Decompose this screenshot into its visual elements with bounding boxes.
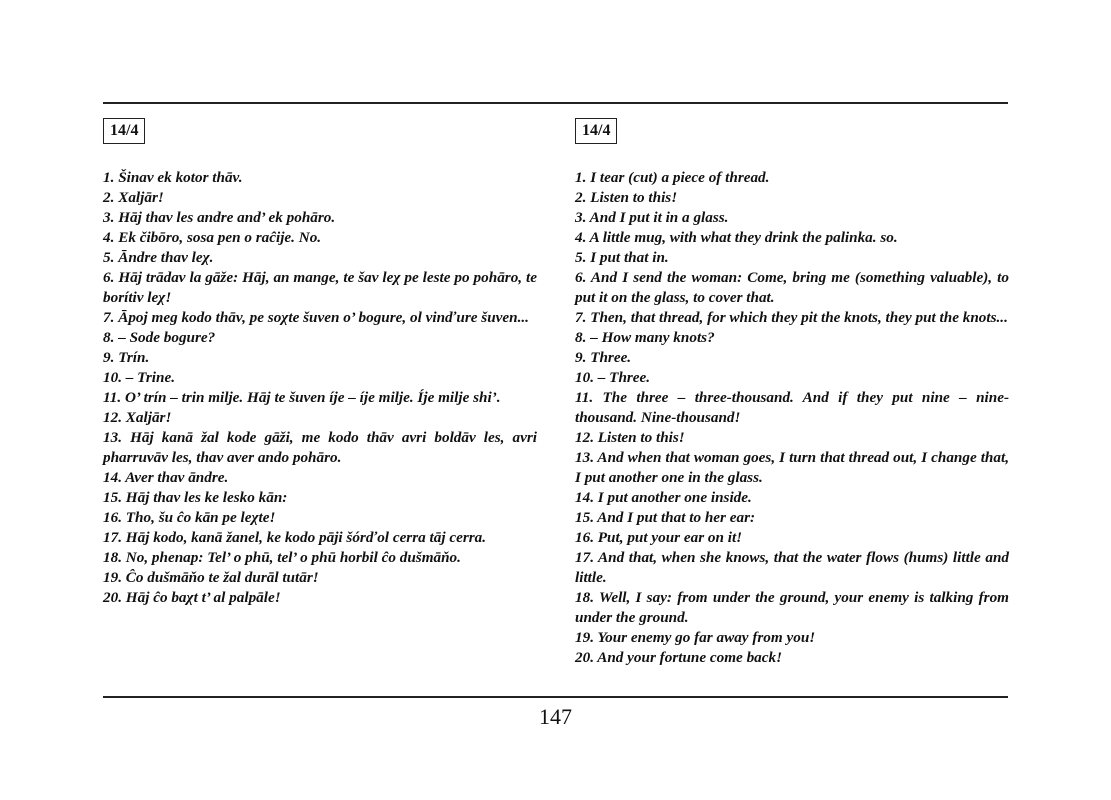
text-line: 16. Tho, šu ĉo kān pe leχte! (103, 509, 276, 526)
text-line: 9. Trín. (103, 349, 150, 366)
english-lines (575, 168, 1009, 668)
text-line: 6. And I send the woman: Come, bring me (something valuable), to put it on the glass, to cover that. (575, 269, 1009, 306)
text-line: 20. And your fortune come back! (575, 649, 783, 666)
text-line: 16. Put, put your ear on it! (575, 529, 743, 546)
page-number: 147 (539, 704, 572, 729)
text-line: 15. And I put that to her ear: (575, 509, 756, 526)
text-line: 10. – Three. (575, 369, 651, 386)
text-line: 15. Hāj thav les ke lesko kān: (103, 489, 288, 506)
text-line: 19. Your enemy go far away from you! (575, 629, 816, 646)
text-line: 11. O’ trín – trin milje. Hāj te šuven íje – íje milje. Íje milje shi’. (103, 389, 501, 406)
text-line: 17. And that, when she knows, that the water flows (hums) little and little. (575, 549, 1009, 586)
text-line: 20. Hāj ĉo baχt t’ al palpāle! (103, 589, 281, 606)
text-line: 3. Hāj thav les andre and’ ek pohāro. (103, 209, 336, 226)
romani-lines (103, 168, 537, 608)
text-line: 7. Āpoj meg kodo thāv, pe soχte šuven o’ bogure, ol vinďure šuven... (103, 309, 529, 326)
text-line: 8. – How many knots? (575, 329, 715, 346)
text-line: 18. No, phenap: Tel’ o phū, tel’ o phū horbil ĉo dušmāňo. (103, 549, 461, 566)
text-line: 5. I put that in. (575, 249, 669, 266)
text-line: 1. I tear (cut) a piece of thread. (575, 169, 770, 186)
text-line: 17. Hāj kodo, kanā žanel, ke kodo pāji šórďol cerra tāj cerra. (103, 529, 487, 546)
text-line: 2. Listen to this! (575, 189, 678, 206)
text-line: 3. And I put it in a glass. (575, 209, 729, 226)
text-line: 4. Ek čibōro, sosa pen o raĉije. No. (103, 229, 322, 246)
section-label: 14/4 (575, 118, 617, 144)
text-line: 8. – Sode bogure? (103, 329, 216, 346)
bottom-rule (103, 696, 1008, 698)
text-line: 2. Xaljār! (103, 189, 164, 206)
text-line: 13. Hāj kanā žal kode gāži, me kodo thāv avri boldāv les, avri pharruvāv les, thav aver ando pohāro. (103, 429, 537, 466)
text-line: 12. Listen to this! (575, 429, 685, 446)
text-line: 14. Aver thav āndre. (103, 469, 229, 486)
text-line: 9. Three. (575, 349, 632, 366)
text-line: 4. A little mug, with what they drink the palinka. so. (575, 229, 898, 246)
text-line: 10. – Trine. (103, 369, 175, 386)
text-line: 19. Ĉo dušmāňo te žal durāl tutār! (103, 569, 319, 586)
text-line: 12. Xaljār! (103, 409, 172, 426)
text-line: 13. And when that woman goes, I turn that thread out, I change that, I put another one in the glass. (575, 449, 1009, 486)
text-line: 14. I put another one inside. (575, 489, 752, 506)
right-column-english (575, 118, 1009, 668)
left-column-romani (103, 118, 537, 608)
text-line: 1. Šinav ek kotor thāv. (103, 169, 243, 186)
text-line: 6. Hāj trādav la gāže: Hāj, an mange, te šav leχ pe leste po pohāro, te borítiv leχ! (103, 269, 537, 306)
text-line: 7. Then, that thread, for which they pit the knots, they put the knots... (575, 309, 1008, 326)
top-rule (103, 102, 1008, 104)
text-line: 11. The three – three-thousand. And if they put nine – nine-thousand. Nine-thousand! (575, 389, 1009, 426)
section-label: 14/4 (103, 118, 145, 144)
text-line: 18. Well, I say: from under the ground, your enemy is talking from under the ground. (575, 589, 1009, 626)
text-line: 5. Āndre thav leχ. (103, 249, 214, 266)
